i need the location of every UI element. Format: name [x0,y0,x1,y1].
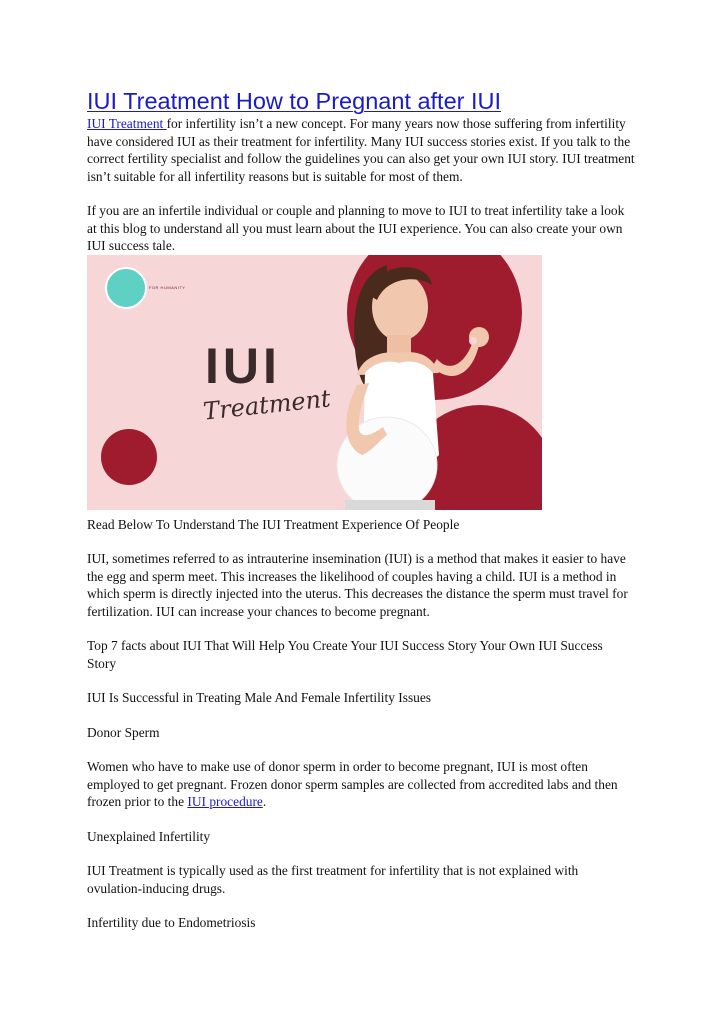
document-page [87,88,635,949]
donor-sperm-text: Women who have to make use of donor sperm in order to become pregnant, IUI is most often employed to get pregnant. Frozen donor sperm samples are collected from accredited labs and then frozen prior to the [87,759,618,809]
image-caption: Read Below To Understand The IUI Treatment Experience Of People [87,516,460,532]
paragraph-top-7-facts: Top 7 facts about IUI That Will Help You Create Your IUI Success Story Your Own IUI Success Story [87,638,603,671]
intro-paragraph [87,115,635,185]
logo-tagline: FOR HUMANITY [149,284,186,290]
heading-donor-sperm: Donor Sperm [87,724,160,740]
iui-treatment-banner-image [87,255,542,510]
heading-unexplained-infertility: Unexplained Infertility [87,828,211,844]
donor-sperm-text-end: . [262,794,267,809]
banner-heading: IUI [205,337,281,394]
article-title-link[interactable]: IUI Treatment How to Pregnant after IUI [87,88,502,114]
article-title [87,88,635,115]
banner-script-text: Treatment [201,383,332,426]
paragraph-unexplained-infertility: IUI Treatment is typically used as the first treatment for infertility that is not explained with ovulation-inducing drugs. [87,863,579,896]
iui-procedure-link[interactable]: IUI procedure [187,794,263,809]
heading-endometriosis: Infertility due to Endometriosis [87,915,256,930]
paragraph-donor-sperm [87,758,635,811]
pregnant-woman-illustration [87,255,542,510]
heading-male-female-infertility: IUI Is Successful in Treating Male And Female Infertility Issues [87,690,432,705]
intro-text: for infertility isn’t a new concept. For many years now those suffering from infertility have considered IUI as their treatment for infertility. Many IUI success stories exist. If you talk to the correct fertility specialist and follow the guidelines you can also get your own IUI story. IUI treatment isn’t suitable for all infertility reasons but is suitable for most of them. [87,116,635,184]
paragraph-infertile-couples: If you are an infertile individual or couple and planning to move to IUI to treat infertility take a look at this blog to understand all you must learn about the IUI experience. You can also create your own IUI success tale. [87,203,625,253]
paragraph-iui-definition: IUI, sometimes referred to as intrauterine insemination (IUI) is a method that makes it easier to have the egg and sperm meet. This increases the likelihood of couples having a child. IUI is a method in which sperm is directly injected into the uterus. This decreases the distance the sperm must travel for fertilization. IUI can increase your chances to become pregnant. [87,551,628,619]
iui-treatment-link[interactable]: IUI Treatment [87,116,167,131]
